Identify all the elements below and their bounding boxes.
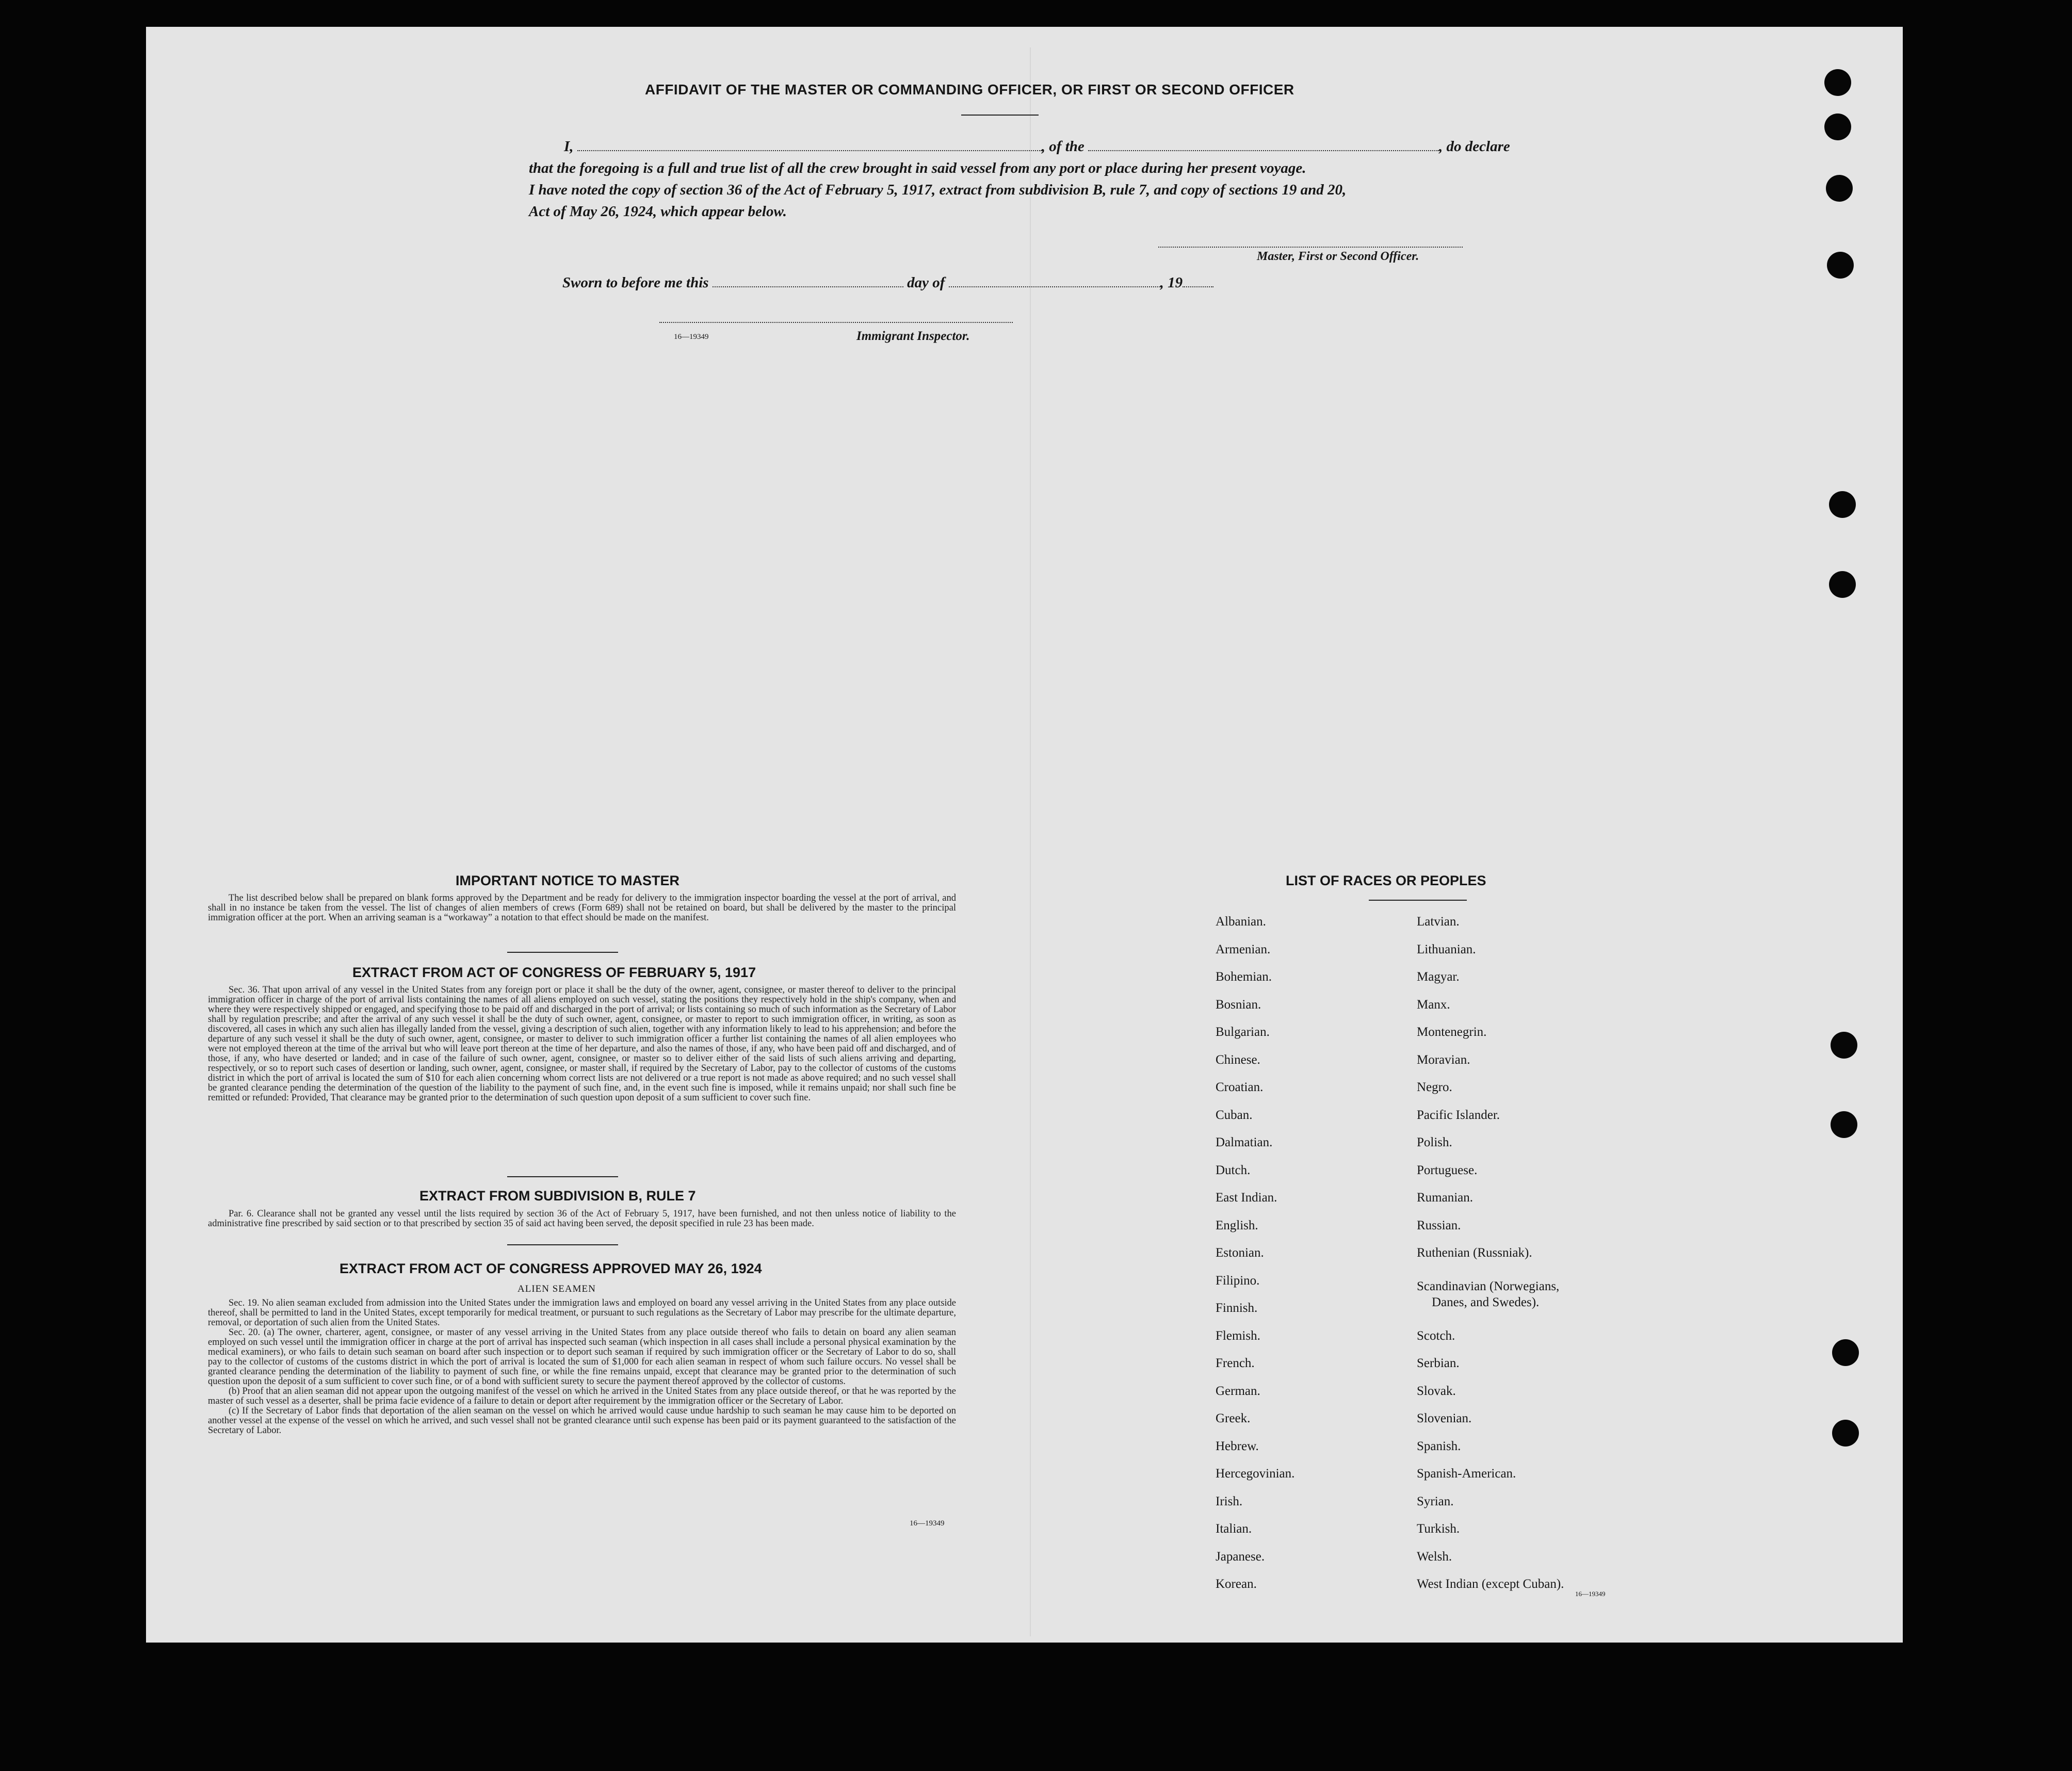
race-item: Spanish-American. — [1417, 1467, 1516, 1481]
race-item: Scandinavian (Norwegians, — [1417, 1279, 1560, 1293]
punch-hole-icon — [1824, 113, 1851, 140]
master-signature-caption: Master, First or Second Officer. — [1257, 250, 1419, 263]
month-blank[interactable] — [949, 274, 1160, 287]
master-signature-line[interactable] — [1158, 247, 1463, 248]
affidavit-title: AFFIDAVIT OF THE MASTER OR COMMANDING OFFICER, OR FIRST OR SECOND OFFICER — [645, 82, 1294, 98]
race-item: Italian. — [1216, 1522, 1252, 1536]
race-item: Magyar. — [1417, 970, 1460, 984]
sec19-paragraph: Sec. 19. No alien seaman excluded from admission into the United States under the immigration laws and employed on board any vessel arriving in the United States from any place outside thereof, shall be permitted to land in the United States, except temporarily for medical treatment, or pursuant to such regulations as the Secretary of Labor may prescribe for the ultimate departure, removal, or deportation of such alien from the United States. — [208, 1298, 956, 1328]
notice-paragraph: The list described below shall be prepared on blank forms approved by the Department and be ready for delivery to the immigration inspector boarding the vessel at the port of arrival, and shall in no instance be taken from the vessel. The list of changes of alien members of crews (Form 689) shall not be retained on board, but shall be delivered by the master to the principal immigration officer at the port. When an arriving seaman is a “workaway” a notation to that effect should be made on the manifest. — [208, 893, 956, 923]
races-title: LIST OF RACES OR PEOPLES — [1286, 873, 1486, 888]
punch-hole-icon — [1832, 1339, 1859, 1366]
race-item: Slovak. — [1417, 1384, 1456, 1398]
race-item: Bohemian. — [1216, 970, 1272, 984]
race-item: Ruthenian (Russniak). — [1417, 1246, 1532, 1260]
race-item: Filipino. — [1216, 1274, 1260, 1288]
punch-hole-icon — [1832, 1420, 1859, 1447]
sec20c-paragraph: (c) If the Secretary of Labor finds that deportation of the alien seaman on the vessel on which he arrived would cause undue hardship to such seaman he may cause him to be deported on another vessel at the expense of the vessel on which he arrived, and such vessel shall not be granted clearance until such expense has been paid or its payment guaranteed to the satisfaction of the Secretary of Labor. — [208, 1406, 956, 1436]
race-item: Estonian. — [1216, 1246, 1264, 1260]
name-blank[interactable] — [577, 138, 1042, 151]
day-of-label: day of — [907, 274, 945, 291]
race-item: Korean. — [1216, 1577, 1257, 1591]
race-item: Japanese. — [1216, 1550, 1265, 1564]
extract-1924-text — [208, 1298, 956, 1436]
punch-hole-icon — [1829, 571, 1856, 598]
races-rule — [1369, 900, 1467, 901]
alien-seamen-subtitle: ALIEN SEAMEN — [517, 1283, 596, 1294]
year-label: , 19 — [1160, 274, 1183, 291]
affidavit-i: I, — [564, 138, 574, 155]
year-blank[interactable] — [1183, 274, 1213, 287]
punch-hole-icon — [1827, 252, 1854, 279]
rule7-rule — [507, 1244, 618, 1245]
affidavit-line-1 — [564, 138, 1510, 155]
rule7-title: EXTRACT FROM SUBDIVISION B, RULE 7 — [419, 1188, 696, 1204]
sec20b-paragraph: (b) Proof that an alien seaman did not appear upon the outgoing manifest of the vessel on which he arrived in the United States from any place outside thereof, or that he was reported by the master of such vessel as a deserter, shall be prima facie evidence of a failure to detain or deport after requirement by the immigration officer or the Secretary of Labor. — [208, 1386, 956, 1406]
punch-hole-icon — [1826, 175, 1853, 202]
race-item: Dutch. — [1216, 1163, 1251, 1177]
race-item: Montenegrin. — [1417, 1025, 1487, 1039]
race-item: Portuguese. — [1417, 1163, 1478, 1177]
race-item: Dalmatian. — [1216, 1135, 1273, 1149]
race-item: East Indian. — [1216, 1191, 1277, 1205]
race-item: Albanian. — [1216, 915, 1266, 929]
punch-hole-icon — [1831, 1111, 1857, 1138]
race-item: Scotch. — [1417, 1329, 1455, 1343]
affidavit-of-the: , of the — [1041, 138, 1084, 155]
race-item: Bulgarian. — [1216, 1025, 1270, 1039]
race-item: Finnish. — [1216, 1301, 1258, 1315]
affidavit-line-3: I have noted the copy of section 36 of the Act of February 5, 1917, extract from subdivision B, rule 7, and copy of sections 19 and 20, — [529, 182, 1347, 198]
race-item: Hercegovinian. — [1216, 1467, 1295, 1481]
sec36-paragraph: Sec. 36. That upon arrival of any vessel in the United States from any foreign port or place it shall be the duty of the owner, agent, consignee, or master thereof to deliver to the principal immigration officer in charge of the port of arrival lists containing the names of all aliens employed on such vessel, stating the positions they respectively hold in the ship's company, when and where they were respectively shipped or engaged, and specifying those to be paid off and discharged in the port of arrival; or lists containing so much of such information as the Secretary of Labor shall by regulation prescribe; and after the arrival of any such vessel it shall be the duty of such owner, agent, consignee, or master to report to such immigration officer, in writing, as soon as discovered, all cases in which any such alien has illegally landed from the vessel, giving a description of such alien, together with any information likely to lead to his apprehension; and before the departure of any such vessel it shall be the duty of such owner, agent, consignee, or master to deliver to such immigration officer a further list containing the names of all alien employees who were not employed thereon at the time of the arrival but who will leave port thereon at the time of her departure, and also the names of those, if any, who have been paid off and discharged, and of those, if any, who have deserted or landed; and in case of the failure of such owner, agent, consignee, or master so to deliver either of the said lists of such aliens arriving and departing, respectively, or so to report such cases of desertion or landing, such owner, agent, consignee, or master shall, if required by the Secretary of Labor, pay to the collector of customs of the customs district in which the port of arrival is located the sum of $10 for each alien concerning whom correct lists are not delivered or a true report is not made as above required; and no such vessel shall be granted clearance pending the determination of the question of the liability to the payment of such fine, and, in the event such fine is imposed, while it remains unpaid; nor shall such fine be remitted or refunded: Provided, That clearance may be granted prior to the determination of such question upon deposit of a sum sufficient to cover such fine. — [208, 985, 956, 1103]
form-number-bottom-left: 16—19349 — [910, 1519, 945, 1528]
race-item: West Indian (except Cuban). — [1417, 1577, 1564, 1591]
inspector-signature-line[interactable] — [659, 322, 1013, 323]
punch-hole-icon — [1824, 69, 1851, 96]
race-item: Spanish. — [1417, 1439, 1461, 1453]
race-item: Serbian. — [1417, 1356, 1460, 1370]
form-number-bottom-right: 16—19349 — [1575, 1590, 1606, 1598]
race-item: Hebrew. — [1216, 1439, 1259, 1453]
race-item: Flemish. — [1216, 1329, 1260, 1343]
race-item: Pacific Islander. — [1417, 1108, 1500, 1122]
race-item: Cuban. — [1216, 1108, 1253, 1122]
notice-rule — [507, 952, 618, 953]
inspector-caption: Immigrant Inspector. — [856, 329, 970, 343]
extract-1917-text — [208, 985, 956, 1103]
affidavit-line-4: Act of May 26, 1924, which appear below. — [529, 203, 787, 220]
sworn-day-blank[interactable] — [713, 274, 903, 287]
notice-title: IMPORTANT NOTICE TO MASTER — [456, 873, 679, 888]
race-item: English. — [1216, 1218, 1258, 1232]
sec20a-paragraph: Sec. 20. (a) The owner, charterer, agent, consignee, or master of any vessel arriving in the United States from any place outside thereof who fails to detain on board any alien seaman employed on such vessel until the immigration officer in charge at the port of arrival has inspected such seaman (which inspection in all cases shall include a personal physical examination by the medical examiners), or who fails to detain such seaman on board after such inspection or to deport such seaman if required by such immigration officer or the Secretary of Labor to do so, shall pay to the collector of customs of the customs district in which the port of arrival is located the sum of $1,000 for each alien seaman in respect of whom such failure occurs. No vessel shall be granted clearance pending the determination of the liability to payment of such fine, or while the fine remains unpaid, except that clearance may be granted prior to the determination of such question upon the deposit of a sum sufficient to cover such fine, or of a bond with sufficient surety to secure the payment thereof approved by the collector of customs. — [208, 1327, 956, 1387]
sworn-label: Sworn to before me this — [562, 274, 709, 291]
race-item: German. — [1216, 1384, 1260, 1398]
race-item-continued: Danes, and Swedes). — [1432, 1295, 1540, 1309]
race-item: Polish. — [1417, 1135, 1452, 1149]
extract-1924-title: EXTRACT FROM ACT OF CONGRESS APPROVED MAY 26, 1924 — [339, 1261, 762, 1276]
race-item: Negro. — [1417, 1080, 1452, 1094]
race-item: Syrian. — [1417, 1494, 1454, 1508]
affidavit-line-2: that the foregoing is a full and true list of all the crew brought in said vessel from any port or place during her present voyage. — [529, 160, 1306, 176]
race-item: Moravian. — [1417, 1053, 1470, 1067]
sworn-line — [562, 274, 1213, 291]
document-page — [146, 27, 1903, 1643]
race-item: Armenian. — [1216, 943, 1271, 956]
punch-hole-icon — [1829, 491, 1856, 518]
notice-text — [208, 893, 956, 923]
race-item: Greek. — [1216, 1411, 1251, 1425]
par6-paragraph: Par. 6. Clearance shall not be granted any vessel until the lists required by section 36 of the Act of February 5, 1917, have been furnished, and not then unless notice of liability to the administrative fine prescribed by said section or to that prescribed by section 35 of said act having been served, the deposit specified in rule 23 has been made. — [208, 1209, 956, 1229]
race-item: Lithuanian. — [1417, 943, 1476, 956]
form-number-top: 16—19349 — [674, 333, 709, 341]
race-item: Rumanian. — [1417, 1191, 1474, 1205]
affidavit-do-declare: , do declare — [1439, 138, 1510, 155]
extract-1917-title: EXTRACT FROM ACT OF CONGRESS OF FEBRUARY 5, 1917 — [352, 965, 756, 980]
title-rule — [961, 115, 1039, 116]
vessel-blank[interactable] — [1088, 138, 1439, 151]
race-item: Turkish. — [1417, 1522, 1460, 1536]
race-item: French. — [1216, 1356, 1255, 1370]
race-item: Manx. — [1417, 998, 1450, 1012]
extract-1917-rule — [507, 1176, 618, 1177]
race-item: Latvian. — [1417, 915, 1460, 929]
rule7-text — [208, 1209, 956, 1229]
punch-hole-icon — [1831, 1032, 1857, 1059]
race-item: Chinese. — [1216, 1053, 1260, 1067]
race-item: Bosnian. — [1216, 998, 1261, 1012]
race-item: Croatian. — [1216, 1080, 1264, 1094]
race-item: Slovenian. — [1417, 1411, 1472, 1425]
race-item: Russian. — [1417, 1218, 1461, 1232]
race-item: Welsh. — [1417, 1550, 1452, 1564]
race-item: Irish. — [1216, 1494, 1243, 1508]
